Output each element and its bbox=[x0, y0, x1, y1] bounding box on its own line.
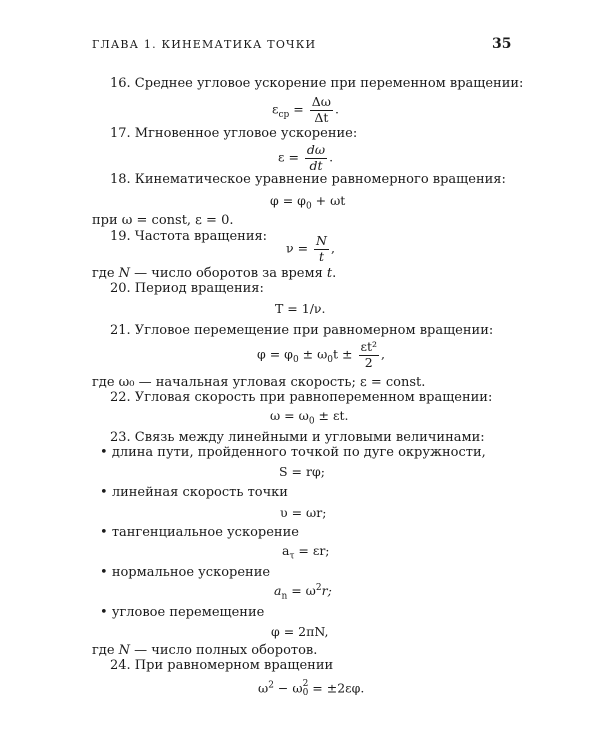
running-header: ГЛАВА 1. КИНЕМАТИКА ТОЧКИ bbox=[92, 38, 317, 51]
bullet-tangential: • тангенциальное ускорение bbox=[100, 525, 299, 540]
item-24-formula: $\omega^2 - \omega$ 2 0 = ±2εφ. bbox=[258, 679, 365, 698]
item-22-heading: 22. Угловая скорость при равнопеременном вращении: bbox=[110, 390, 493, 405]
item-19-note: где N — число оборотов за время t. bbox=[92, 266, 337, 281]
bullet-normal-formula: $a_n = \omega^2r$; bbox=[274, 583, 332, 602]
item-21-formula: $\varphi = \varphi_0 \pm \omega_0t$ ± $\frac{\text{εt²}}{2}$ , bbox=[257, 339, 385, 370]
item-20-heading: 20. Период вращения: bbox=[110, 281, 264, 296]
bullet-tangential-formula: $a_\tau = \varepsilon r$; bbox=[282, 543, 330, 562]
item-24-heading: 24. При равномерном вращении bbox=[110, 658, 334, 673]
page-number: 35 bbox=[492, 36, 512, 52]
item-17-heading: 17. Мгновенное угловое ускорение: bbox=[110, 126, 358, 141]
item-18-formula: $\varphi = \varphi_0 + \omega t$ bbox=[270, 193, 346, 212]
bullet-linear-speed: • линейная скорость точки bbox=[100, 485, 288, 500]
bullet-angular-displacement-formula: φ = 2πN, bbox=[271, 624, 329, 639]
bullet-linear-speed-formula: υ = ωr; bbox=[280, 505, 327, 520]
item-19-formula: ν = $\frac{N}{t}$ , bbox=[286, 233, 335, 264]
item-16-formula: $\varepsilon_{ср}$ = $\frac{\Delta\omega}{\Delta t}$ . bbox=[272, 94, 339, 125]
item-23-heading: 23. Связь между линейными и угловыми величинами: bbox=[110, 430, 485, 445]
item-21-note: где ω₀ — начальная угловая скорость; ε = const. bbox=[92, 375, 426, 390]
item-18-heading: 18. Кинематическое уравнение равномерного вращения: bbox=[110, 172, 506, 187]
item-20-formula: T = 1/ν. bbox=[275, 301, 326, 316]
item-18-note: при ω = const, ε = 0. bbox=[92, 213, 234, 228]
bullet-normal: • нормальное ускорение bbox=[100, 565, 271, 580]
item-21-heading: 21. Угловое перемещение при равномерном вращении: bbox=[110, 323, 494, 338]
bullet-path-formula: S = rφ; bbox=[279, 464, 325, 479]
bullet-angular-displacement: • угловое перемещение bbox=[100, 605, 265, 620]
item-22-formula: $\omega = \omega_0 \pm \varepsilon t$. bbox=[270, 408, 349, 427]
bullet-path: • длина пути, пройденного точкой по дуге окружности, bbox=[100, 445, 486, 460]
after-bullets-note: где N — число полных оборотов. bbox=[92, 643, 318, 658]
item-16-heading: 16. Среднее угловое ускорение при переменном вращении: bbox=[110, 76, 524, 91]
item-17-formula: ε = $\frac{d\omega}{dt}$ . bbox=[278, 142, 334, 173]
item-19-heading: 19. Частота вращения: bbox=[110, 229, 268, 244]
